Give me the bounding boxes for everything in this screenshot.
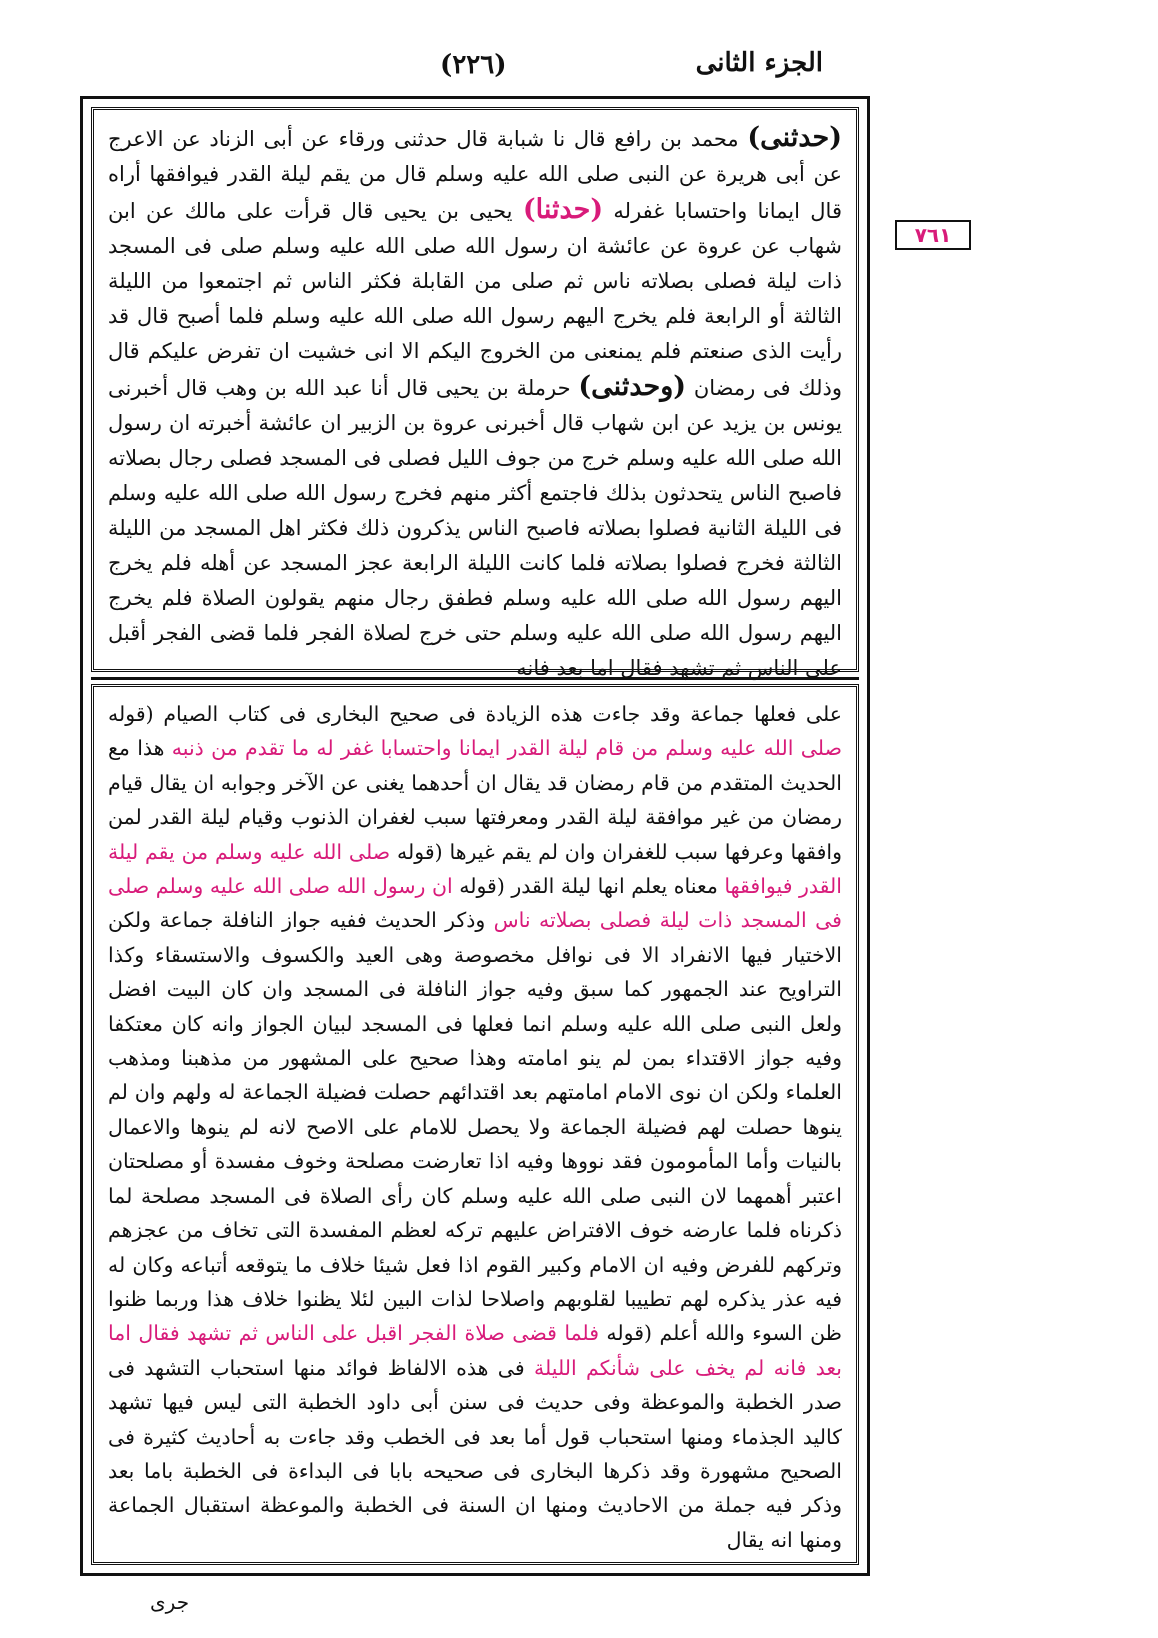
hadith-number-box: ٧٦١: [895, 220, 971, 250]
narration-text: محمد بن رافع قال نا شبابة قال حدثنى ورقاء عن أبى الزناد عن الاعرج عن أبى هريرة عن النبى صلى الله عليه وسلم قال من يقم ليلة القدر فيوافقها أراه قال ايمانا واحتسابا غفرله: [108, 127, 842, 223]
hadith-text-box: [91, 107, 859, 680]
quoted-hadith: فلما قضى صلاة الفجر اقبل على الناس ثم تشهد فقال اما بعد فانه لم يخف على شأنكم الليلة: [108, 1321, 842, 1380]
narration-marker: (حدثنا): [522, 194, 604, 225]
page-frame: [80, 96, 870, 1576]
quoted-hadith: ان رسول الله صلى الله عليه وسلم صلى فى المسجد ذات ليلة فصلى بصلاته ناس: [108, 874, 842, 933]
footer-signature: جرى: [150, 1590, 190, 1614]
hadith-text: [108, 120, 842, 686]
commentary-segment: هذا مع الحديث المتقدم من قام رمضان قد يقال ان أحدهما يغنى عن الآخر وجوابه ان يقال قيام رمضان من غير موافقة ليلة القدر ومعرفتها سبب لغفران الذنوب وقيام ليلة القدر لمن وافقها وعرفها سبب للغفران وان لم يقم غيرها (قوله: [108, 736, 842, 864]
section-divider: [91, 677, 859, 680]
commentary-segment: على فعلها جماعة وقد جاءت هذه الزيادة فى صحيح البخارى فى كتاب الصيام (قوله: [108, 702, 842, 726]
quoted-hadith: صلى الله عليه وسلم من يقم ليلة القدر فيوافقها: [108, 839, 842, 899]
narration-marker: (وحدثنى): [578, 371, 687, 402]
commentary-segment: وذكر الحديث ففيه جواز النافلة جماعة ولكن الاختيار فيها الانفراد الا فى نوافل مخصوصة وهى العيد والكسوف والاستسقاء وكذا التراويح عند الجمهور كما سبق وفيه جواز النافلة فى المسجد وان كان البيت افضل ولعل النبى صلى الله عليه وسلم انما فعلها فى المسجد لبيان الجواز وانه كان معتكفا وفيه جواز الاقتداء بمن لم ينو امامته وهذا صحيح على المشهور من مذهبنا ومذهب العلماء ولكن ان نوى الامام امامتهم بعد اقتدائهم حصلت فضيلة الجماعة له ولهم وان لم ينوها حصلت لهم فضيلة الجماعة ولا يحصل للامام على الاصح لانه لم ينوها والاعمال بالنيات وأما المأمومون فقد نووها وفيه اذا تعارضت مصلحة وخوف مفسدة أو مصلحتان اعتبر أهمهما لان النبى صلى الله عليه وسلم كان رأى الصلاة فى المسجد مصلحة لما ذكرناه فلما عارضه خوف الافتراض عليهم تركه لعظم المفسدة التى تخاف من عجزهم وتركهم للفرض وفيه ان الامام وكبير القوم اذا فعل شيئا خلاف ما يتوقعه أتباعه وكان له فيه عذر يذكره لهم تطييبا لقلوبهم واصلاحا لذات البين لئلا يظنوا خلاف هذا وربما ظنوا ظن السوء والله أعلم (قوله: [108, 908, 842, 1346]
commentary-segment: معناه يعلم انها ليلة القدر (قوله: [452, 874, 725, 899]
quoted-hadith: صلى الله عليه وسلم من قام ليلة القدر ايمانا واحتسابا غفر له ما تقدم من ذنبه: [171, 736, 842, 761]
page-header-title: الجزء الثانى: [695, 48, 823, 78]
narration-text: حرملة بن يحيى قال أنا عبد الله بن وهب قال أخبرنى يونس بن يزيد عن ابن شهاب قال أخبرنى عروة بن الزبير ان عائشة أخبرته ان رسول الله صلى الله عليه وسلم خرج من جوف الليل فصلى فى المسجد فصلى رجال بصلاته فاصبح الناس يتحدثون بذلك فاجتمع أكثر منهم فخرج رسول الله صلى الله عليه وسلم فى الليلة الثانية فصلوا بصلاته فاصبح الناس يذكرون ذلك فكثر اهل المسجد من الليلة الثالثة فخرج فصلوا بصلاته فلما كانت الليلة الرابعة عجز المسجد عن أهله فلم يخرج اليهم رسول الله صلى الله عليه وسلم فطفق رجال منهم يقولون الصلاة فلم يخرج اليهم رسول الله صلى الله عليه وسلم حتى خرج لصلاة الفجر فلما قضى الفجر أقبل على الناس ثم تشهد فقال اما بعد فانه: [108, 376, 842, 680]
narration-marker: (حدثنى): [747, 122, 842, 153]
commentary-text: [108, 697, 842, 1557]
page-number: (٢٢٦): [440, 50, 507, 80]
commentary-box: [91, 684, 859, 1565]
commentary-segment: فى هذه الالفاظ فوائد منها استحباب التشهد فى صدر الخطبة والموعظة وفى حديث فى سنن أبى داود الخطبة التى ليس فيها تشهد كاليد الجذماء ومنها استحباب قول أما بعد فى الخطب وقد جاءت به أحاديث كثيرة فى الصحيح مشهورة وقد ذكرها البخارى فى صحيحه بابا فى البداءة فى الخطبة باما بعد وذكر فيه جملة من الاحاديث ومنها ان السنة فى الخطبة والموعظة استقبال الجماعة ومنها انه يقال: [108, 1355, 842, 1552]
narration-text: يحيى بن يحيى قال قرأت على مالك عن ابن شهاب عن عروة عن عائشة ان رسول الله صلى الله عليه وسلم صلى فى المسجد ذات ليلة فصلى بصلاته ناس ثم صلى من القابلة فكثر الناس ثم اجتمعوا من الليلة الثالثة أو الرابعة فلم يخرج اليهم رسول الله صلى الله عليه وسلم فلما أصبح قال قد رأيت الذى صنعتم فلم يمنعنى من الخروج اليكم الا انى خشيت ان تفرض عليكم قال وذلك فى رمضان: [108, 199, 842, 400]
